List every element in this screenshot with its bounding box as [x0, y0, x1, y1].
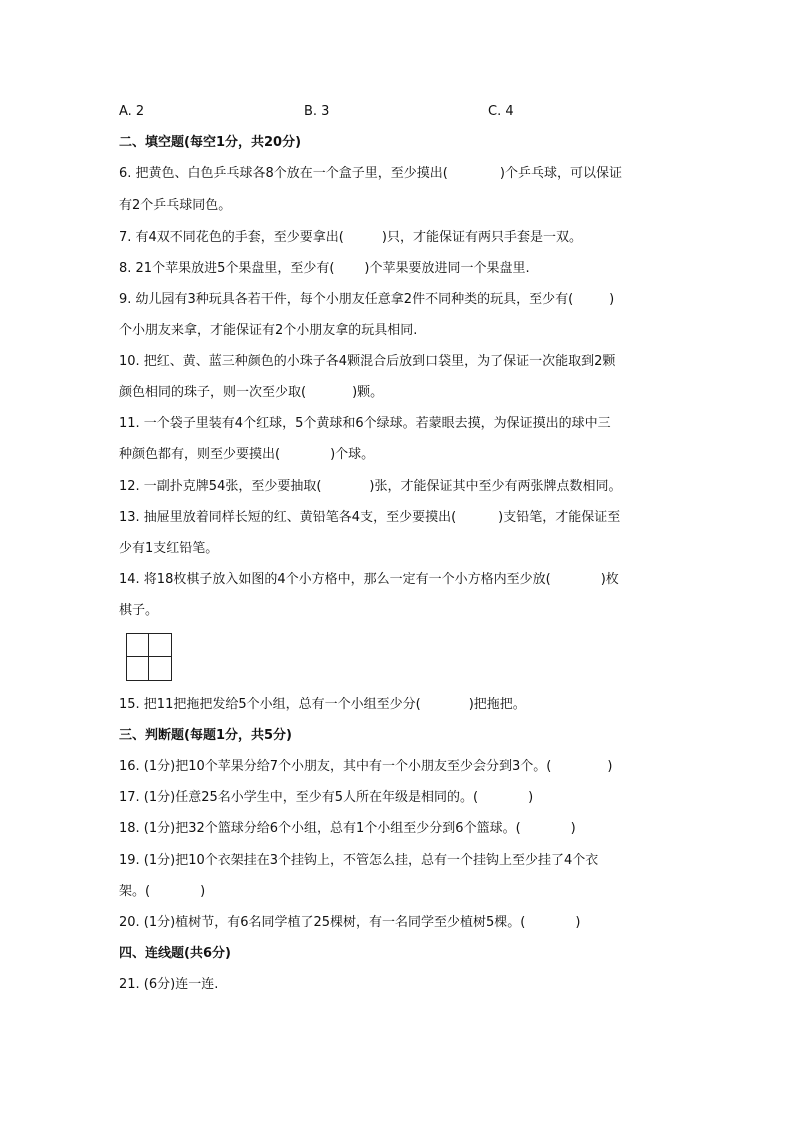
option-c: C. 4 [488, 104, 514, 119]
question-16: 16. (1分)把10个苹果分给7个小朋友，其中有一个小朋友至少会分到3个。( ) [119, 759, 613, 774]
question-13-line-2: 少有1支红铅笔。 [119, 541, 219, 556]
grid-figure [126, 633, 172, 681]
question-8: 8. 21个苹果放进5个果盘里，至少有( )个苹果要放进同一个果盘里. [119, 261, 530, 276]
question-14-line-1: 14. 将18枚棋子放入如图的4个小方格中，那么一定有一个小方格内至少放( )枚 [119, 572, 619, 587]
question-19-line-1: 19. (1分)把10个衣架挂在3个挂钩上，不管怎么挂，总有一个挂钩上至少挂了4个衣 [119, 853, 599, 868]
option-b: B. 3 [304, 104, 330, 119]
question-13-line-1: 13. 抽屉里放着同样长短的红、黄铅笔各4支，至少要摸出( )支铅笔，才能保证至 [119, 510, 621, 525]
question-12: 12. 一副扑克牌54张，至少要抽取( )张，才能保证其中至少有两张牌点数相同。 [119, 479, 622, 494]
question-6-line-2: 有2个乒乓球同色。 [119, 198, 232, 213]
section-3-title: 三、判断题(每题1分，共5分) [119, 728, 292, 743]
question-11-line-2: 种颜色都有，则至少要摸出( )个球。 [119, 447, 375, 462]
question-9-line-2: 个小朋友来拿，才能保证有2个小朋友拿的玩具相同. [119, 323, 418, 338]
question-15: 15. 把11把拖把发给5个小组，总有一个小组至少分( )把拖把。 [119, 697, 526, 712]
question-9-line-1: 9. 幼儿园有3种玩具各若干件，每个小朋友任意拿2件不同种类的玩具，至少有( ) [119, 292, 615, 307]
question-7: 7. 有4双不同花色的手套，至少要拿出( )只，才能保证有两只手套是一双。 [119, 230, 582, 245]
question-10-line-2: 颜色相同的珠子，则一次至少取( )颗。 [119, 385, 384, 400]
question-6-line-1: 6. 把黄色、白色乒乓球各8个放在一个盒子里，至少摸出( )个乒乓球，可以保证 [119, 166, 622, 181]
question-18: 18. (1分)把32个篮球分给6个小组，总有1个小组至少分到6个篮球。( ) [119, 821, 576, 836]
question-21: 21. (6分)连一连. [119, 977, 219, 992]
question-20: 20. (1分)植树节，有6名同学植了25棵树，有一名同学至少植树5棵。( ) [119, 915, 581, 930]
question-14-line-2: 棋子。 [119, 603, 159, 618]
section-4-title: 四、连线题(共6分) [119, 946, 231, 961]
question-10-line-1: 10. 把红、黄、蓝三种颜色的小珠子各4颗混合后放到口袋里，为了保证一次能取到2颗 [119, 354, 616, 369]
section-2-title: 二、填空题(每空1分，共20分) [119, 135, 302, 150]
question-11-line-1: 11. 一个袋子里装有4个红球，5个黄球和6个绿球。若蒙眼去摸，为保证摸出的球中三 [119, 416, 611, 431]
question-19-line-2: 架。( ) [119, 884, 206, 899]
grid-horizontal-divider [127, 656, 171, 657]
question-17: 17. (1分)任意25名小学生中，至少有5人所在年级是相同的。( ) [119, 790, 534, 805]
option-a: A. 2 [119, 104, 145, 119]
